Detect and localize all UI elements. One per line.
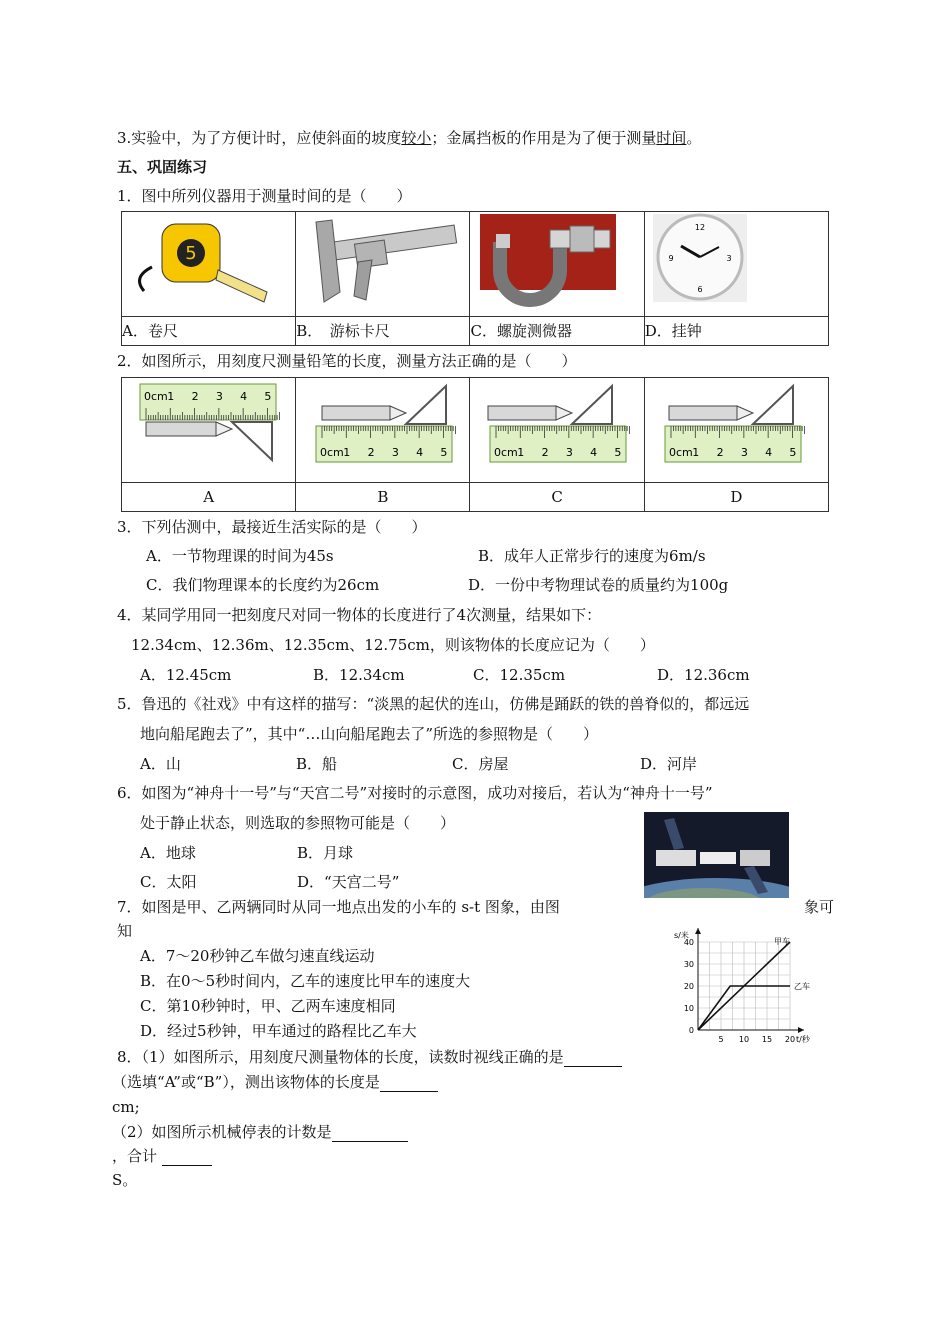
y-tick-label: 10 (683, 1004, 694, 1013)
svg-text:3: 3 (726, 254, 732, 263)
x-axis-label: t/秒 (796, 1035, 810, 1044)
ruler-pencil-d-icon (645, 378, 828, 482)
q7-stem-right: 象可 (804, 898, 835, 916)
tape-measure-icon (122, 212, 295, 316)
intro-prefix: 3.实验中，为了方便计时，应使斜面的坡度 (117, 129, 402, 147)
q8-part-4: （2）如图所示机械停表的计数是 (112, 1123, 332, 1141)
ruler-label: 1 (343, 446, 351, 459)
set-square (753, 386, 793, 424)
caliper-image (296, 212, 470, 317)
ruler-label: 1 (691, 446, 699, 459)
wall-clock-image (644, 212, 828, 317)
q3-option-a: A．一节物理课的时间为45s (146, 547, 334, 565)
q8-line-5 (112, 1146, 212, 1166)
q7-option-a: A．7～20秒钟乙车做匀速直线运动 (140, 947, 375, 965)
svg-text:5: 5 (185, 243, 197, 264)
q2-option-a: A (122, 483, 296, 512)
ruler-label: 4 (416, 446, 424, 459)
set-square (232, 422, 272, 460)
q6-stem-1: 6．如图为“神舟十一号”与“天宫二号”对接时的示意图，成功对接后，若认为“神舟十一号” (117, 784, 713, 802)
q6-option-b: B．月球 (297, 844, 354, 862)
x-tick-label: 15 (761, 1035, 773, 1044)
ruler-label: 3 (740, 446, 748, 459)
q8-unit-cm: cm; (112, 1098, 140, 1116)
ruler-label: 2 (191, 390, 199, 403)
x-tick-label: 10 (738, 1035, 750, 1044)
q4-data: 12.34cm、12.36m、12.35cm、12.75cm，则该物体的长度应记为（ ） (131, 636, 655, 654)
q8-line-1 (117, 1047, 622, 1067)
q2-table (121, 377, 829, 512)
svg-text:12: 12 (694, 223, 705, 232)
set-square (572, 386, 612, 424)
ruler-pencil-c-icon (470, 378, 643, 482)
pencil-tip (390, 406, 406, 420)
q2-option-b: B (296, 483, 470, 512)
intro-line (117, 128, 701, 148)
wall-clock-icon (645, 212, 828, 316)
pencil-body (488, 406, 556, 420)
spacecraft-icon (644, 812, 789, 898)
series-label-yi: 乙车 (794, 982, 810, 991)
pencil-tip (556, 406, 572, 420)
q7-option-d: D．经过5秒钟，甲车通过的路程比乙车大 (140, 1022, 417, 1040)
y-tick-label: 30 (683, 960, 694, 969)
series-label-jia: 甲车 (774, 937, 790, 946)
ruler-label: 2 (367, 446, 375, 459)
q4-option-a: A．12.45cm (140, 666, 232, 684)
q7-stem-left: 7．如图是甲、乙两辆同时从同一地点出发的小车的 s-t 图象，由图 (117, 898, 560, 916)
ruler-label: 2 (716, 446, 724, 459)
q1-option-b: B． 游标卡尺 (296, 317, 470, 346)
ruler-label: 2 (542, 446, 550, 459)
y-tick-label: 0 (688, 1026, 694, 1035)
y-tick-label: 20 (683, 982, 694, 991)
x-tick-label: 5 (718, 1035, 724, 1044)
ruler-pencil-b-icon (296, 378, 469, 482)
ruler-label: 5 (614, 446, 622, 459)
q2-figure-a (122, 378, 296, 483)
q5-option-b: B．船 (296, 755, 338, 773)
q7-stem-2: 知 (117, 922, 133, 940)
pencil-body (322, 406, 390, 420)
pencil-tip (737, 406, 753, 420)
y-axis-label: s/米 (674, 931, 689, 940)
q5-stem-1: 5．鲁迅的《社戏》中有这样的描写：“淡黑的起伏的连山，仿佛是踊跃的铁的兽脊似的，都远远 (117, 695, 750, 713)
q8-blank-total[interactable] (162, 1149, 212, 1166)
q6-stem-2: 处于静止状态，则选取的参照物可能是（ ） (140, 814, 456, 832)
vernier-caliper-icon (296, 212, 469, 316)
q2-figure-d (644, 378, 828, 483)
ruler-label: 4 (764, 446, 772, 459)
q7-option-c: C．第10秒钟时，甲、乙两车速度相同 (140, 997, 396, 1015)
q2-figure-c (470, 378, 644, 483)
ruler-label: 5 (264, 390, 272, 403)
q4-option-c: C．12.35cm (473, 666, 566, 684)
q8-part-5: ，合计 (112, 1147, 158, 1165)
ruler-label: 4 (240, 390, 248, 403)
st-graph-svg (670, 920, 830, 1050)
micrometer-image (470, 212, 644, 317)
q2-option-c: C (470, 483, 644, 512)
q5-stem-2: 地向船尾跑去了”，其中“…山向船尾跑去了”所选的参照物是（ ） (140, 725, 599, 743)
ruler-label: 3 (215, 390, 223, 403)
ruler-label: 3 (566, 446, 574, 459)
ruler-label: 1 (167, 390, 175, 403)
q7-option-b: B．在0～5秒时间内，乙车的速度比甲车的速度大 (140, 972, 471, 990)
q3-option-b: B．成年人正常步行的速度为6m/s (478, 547, 706, 565)
x-tick-label: 20 (784, 1035, 796, 1044)
q6-option-d: D．“天宫二号” (297, 873, 400, 891)
q2-figure-b (296, 378, 470, 483)
svg-text:9: 9 (668, 254, 674, 263)
st-graph (670, 920, 830, 1050)
q3-stem: 3．下列估测中，最接近生活实际的是（ ） (117, 518, 427, 536)
tape-measure-image (122, 212, 296, 317)
q1-table (121, 211, 829, 346)
spacecraft-docking-image (644, 812, 789, 898)
ruler-pencil-a-icon (122, 378, 295, 482)
q1-stem: 1．图中所列仪器用于测量时间的是（ ） (117, 187, 412, 205)
ruler-label: 0cm (494, 446, 519, 459)
ruler-label: 5 (789, 446, 797, 459)
y-tick-label: 40 (683, 938, 694, 947)
q4-option-d: D．12.36cm (657, 666, 750, 684)
svg-text:6: 6 (697, 285, 703, 294)
intro-suffix: 。 (686, 129, 702, 147)
ruler-label: 4 (590, 446, 598, 459)
x-axis-arrow (798, 1027, 804, 1033)
y-axis-arrow (695, 928, 701, 934)
ruler-label: 0cm (668, 446, 693, 459)
q8-part-2: （选填“A”或“B”），测出该物体的长度是 (112, 1073, 380, 1091)
q5-option-a: A．山 (140, 755, 181, 773)
ruler-label: 3 (392, 446, 400, 459)
intro-mid: ；金属挡板的作用是为了便于测量 (431, 129, 657, 147)
q8-blank-sight[interactable] (564, 1050, 622, 1067)
pencil-body (669, 406, 737, 420)
ruler-label: 0cm (144, 390, 168, 403)
answer-time: 时间 (656, 129, 687, 147)
micrometer-icon (470, 212, 643, 316)
q8-unit-s: S。 (112, 1171, 138, 1189)
q8-blank-length[interactable] (380, 1075, 438, 1092)
q3-option-d: D．一份中考物理试卷的质量约为100g (468, 576, 729, 594)
ruler-label: 0cm (320, 446, 344, 459)
pencil-tip (216, 422, 232, 436)
q1-option-c: C．螺旋测微器 (470, 317, 644, 346)
q4-option-b: B．12.34cm (313, 666, 405, 684)
set-square (406, 386, 446, 424)
q5-option-c: C．房屋 (452, 755, 509, 773)
q6-option-a: A．地球 (140, 844, 196, 862)
q3-option-c: C．我们物理课本的长度约为26cm (146, 576, 380, 594)
q8-blank-stopwatch[interactable] (332, 1125, 408, 1142)
q8-line-2 (112, 1072, 438, 1092)
pencil-body (146, 422, 216, 436)
ruler-label: 5 (440, 446, 448, 459)
q2-option-d: D (644, 483, 828, 512)
q8-line-4 (112, 1122, 408, 1142)
q4-stem: 4．某同学用同一把刻度尺对同一物体的长度进行了4次测量，结果如下： (117, 606, 602, 624)
q1-option-d: D．挂钟 (644, 317, 828, 346)
q2-stem: 2．如图所示，用刻度尺测量铅笔的长度，测量方法正确的是（ ） (117, 352, 577, 370)
q5-option-d: D．河岸 (640, 755, 698, 773)
q1-option-a: A．卷尺 (122, 317, 296, 346)
q6-option-c: C．太阳 (140, 873, 197, 891)
q8-part-1: 8．（1）如图所示，用刻度尺测量物体的长度，读数时视线正确的是 (117, 1048, 564, 1066)
section-title: 五、巩固练习 (117, 158, 208, 176)
answer-slope: 较小 (401, 129, 432, 147)
ruler-label: 1 (517, 446, 525, 459)
